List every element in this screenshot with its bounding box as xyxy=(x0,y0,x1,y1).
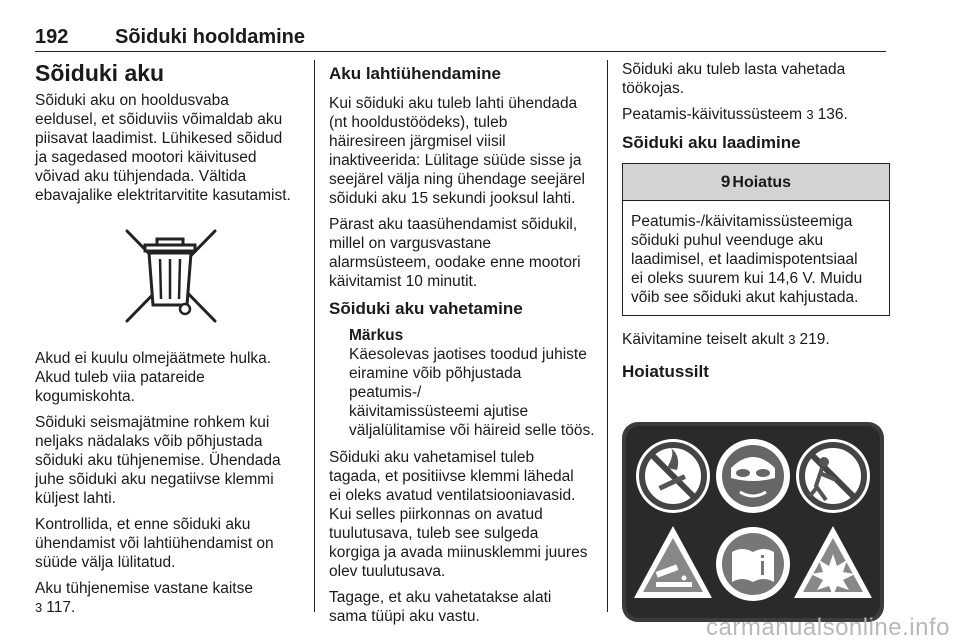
column-1 xyxy=(35,60,303,624)
note-title: Märkus xyxy=(349,327,404,344)
paragraph: Akud ei kuulu olmejäätmete hulka. Akud tuleb viia patareide kogumiskohta. xyxy=(35,350,272,405)
warning-triangle-icon: 9 xyxy=(720,172,731,191)
heading-battery-replacement: Sõiduki aku vahetamine xyxy=(329,299,523,318)
warning-text: Peatumis-/käivitamissüsteemiga sõiduki puhul veenduge aku laadimisel, et laadimispotentsiaal ei oleks suurem kui 14,6 V. Muidu võib see sõiduki akut kahjustada. xyxy=(631,213,863,306)
page-number: 192 xyxy=(35,26,69,48)
warning-title: Hoiatus xyxy=(732,174,792,191)
reference-text: Käivitamine teiselt akult xyxy=(622,331,784,348)
keep-children-away-icon xyxy=(796,439,870,513)
section-title-battery: Sõiduki aku xyxy=(35,60,165,86)
reference-arrow-icon: 3 xyxy=(806,107,814,122)
warning-header xyxy=(623,164,889,201)
crossed-out-bin-icon xyxy=(115,225,225,329)
battery-warning-label-image xyxy=(622,422,884,622)
paragraph: Aku tühjenemise vastane kaitse xyxy=(35,580,253,597)
page-reference[interactable] xyxy=(622,330,890,349)
page-reference[interactable] xyxy=(622,105,890,124)
paragraph: Sõiduki seismajätmine rohkem kui neljaks nädalaks võib põhjustada sõiduki aku tühjenemise. Ühendada juhe sõiduki aku negatiivse klemmi küljest lahti. xyxy=(35,414,281,507)
eye-protection-icon xyxy=(716,439,790,513)
reference-arrow-icon: 3 xyxy=(35,600,43,615)
heading-battery-disconnect: Aku lahtiühendamine xyxy=(329,64,501,83)
page-header xyxy=(35,26,885,48)
heading-battery-charging: Sõiduki aku laadimine xyxy=(622,133,801,152)
paragraph: Sõiduki aku tuleb lasta vahetada töökojas. xyxy=(622,61,846,97)
note-box xyxy=(349,326,597,440)
heading-warning-label: Hoiatussilt xyxy=(622,362,709,381)
reference-page: 219. xyxy=(799,331,830,348)
column-divider xyxy=(607,60,608,612)
no-fire-icon xyxy=(636,439,710,513)
header-rule xyxy=(35,51,886,52)
warning-box xyxy=(622,163,890,316)
watermark: carmanualsonline.info xyxy=(706,614,950,641)
reference-page: 136. xyxy=(817,106,848,123)
paragraph: Pärast aku taasühendamist sõidukil, millel on vargusvastane alarmsüsteem, oodake enne mootori käivitamist 10 minutit. xyxy=(329,216,581,290)
page-reference[interactable] xyxy=(35,598,303,617)
chapter-title: Sõiduki hooldamine xyxy=(115,26,306,48)
paragraph: Kui sõiduki aku tuleb lahti ühendada (nt hooldustöödeks), tuleb häiresireen järgmisel viisil inaktiveerida: Lülitage süüde sisse ja seejärel välja ning ühendage seejärel sõiduki aku 15 sekundi jooksul lahti. xyxy=(329,95,585,207)
column-divider xyxy=(314,60,315,612)
reference-page: 117. xyxy=(46,599,76,616)
paragraph: Tagage, et aku vahetatakse alati sama tüüpi aku vastu. xyxy=(329,589,552,625)
paragraph: Sõiduki aku on hooldusvaba eeldusel, et sõiduviis võimaldab aku piisavat laadimist. Lühikesed sõidud ja sagedased mootori käivitused võivad aku tühjendada. Vältida ebavajalike elektritarvitite kasutamist. xyxy=(35,92,291,204)
reference-arrow-icon: 3 xyxy=(788,332,796,347)
column-3 xyxy=(622,60,890,627)
note-text: Käesolevas jaotises toodud juhiste eiramine võib põhjustada peatumis-/ käivitamissüsteemi ajutise väljalülitamise või häireid selle töös. xyxy=(349,346,595,439)
read-manual-icon xyxy=(716,527,790,601)
reference-text: Peatamis-käivitussüsteem xyxy=(622,106,803,123)
paragraph: Kontrollida, et enne sõiduki aku ühendamist või lahtiühendamist on süüde välja lülitatud. xyxy=(35,516,274,571)
column-2 xyxy=(329,60,597,633)
paragraph: Sõiduki aku vahetamisel tuleb tagada, et positiivse klemmi lähedal ei oleks avatud ventilatsiooniavasid. Kui selles piirkonnas on avatud tuulutusava, tuleb see sulgeda korgiga ja avada miinusklemmi juures olev tuulutusava. xyxy=(329,449,588,580)
